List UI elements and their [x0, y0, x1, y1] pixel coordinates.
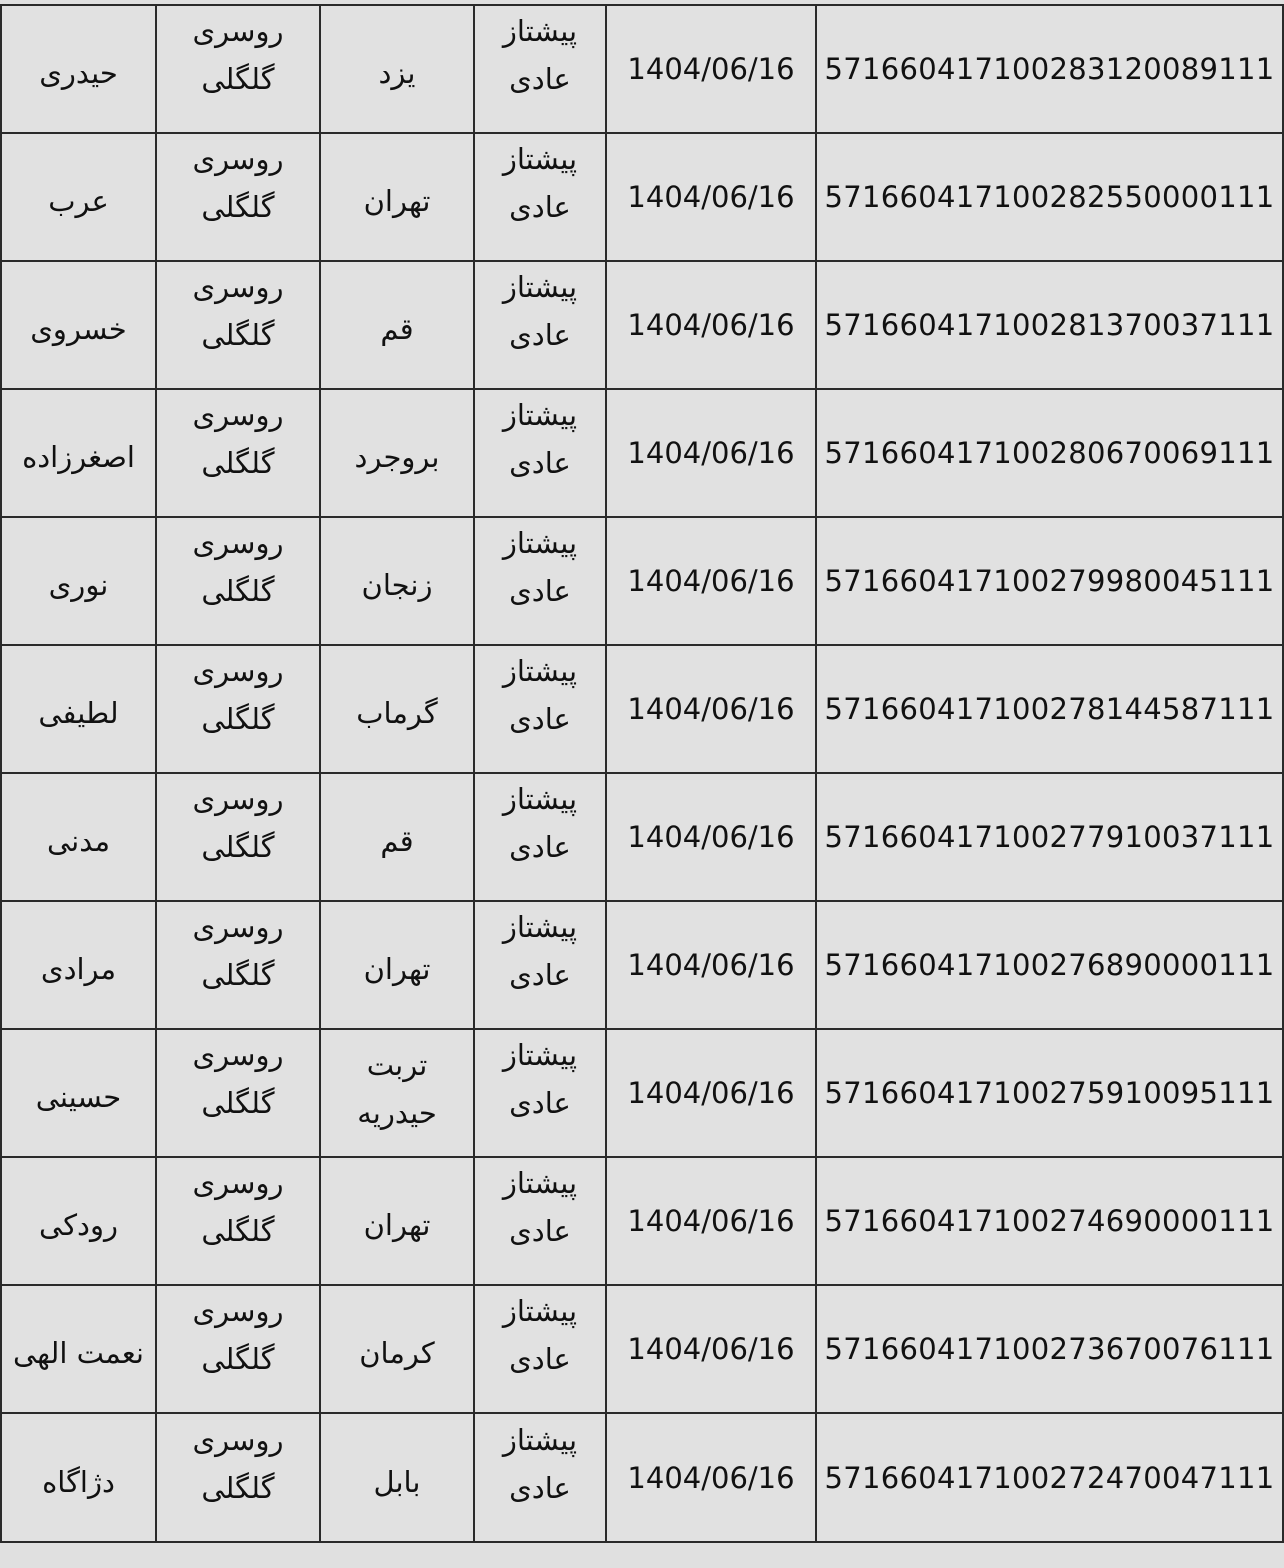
tracking-number-cell: 571660417100273670076111: [816, 1285, 1283, 1413]
service-cell: [474, 261, 606, 389]
city-name: کرمان: [359, 1336, 435, 1370]
city-cell: [320, 773, 474, 901]
city-name: گرماب: [356, 696, 438, 730]
service-line: پیشتاز: [502, 654, 578, 688]
tracking-number-cell: 571660417100272470047111: [816, 1413, 1283, 1542]
city-cell: [320, 5, 474, 133]
date-cell: 1404/06/16: [606, 5, 816, 133]
tracking-number-cell: 571660417100278144587111: [816, 645, 1283, 773]
table-row: [1, 1157, 1283, 1285]
tracking-number-cell: 571660417100280670069111: [816, 389, 1283, 517]
product-line: گلگلی: [201, 830, 275, 864]
product-cell: [156, 1285, 320, 1413]
service-cell: [474, 901, 606, 1029]
product-line: گلگلی: [201, 190, 275, 224]
date-cell: 1404/06/16: [606, 1413, 816, 1542]
service-line: عادی: [509, 318, 571, 352]
city-cell: [320, 389, 474, 517]
recipient-name-cell: [1, 1413, 156, 1542]
product-cell: [156, 517, 320, 645]
product-line: روسری: [192, 526, 284, 560]
product-line: گلگلی: [201, 702, 275, 736]
recipient-name-cell: [1, 901, 156, 1029]
service-cell: [474, 1029, 606, 1157]
product-line: روسری: [192, 1422, 284, 1457]
service-line: پیشتاز: [502, 782, 578, 816]
product-line: روسری: [192, 270, 284, 304]
city-name: قم: [380, 312, 414, 346]
product-cell: [156, 773, 320, 901]
city-cell: [320, 261, 474, 389]
product-cell: [156, 133, 320, 261]
service-line: عادی: [509, 1342, 571, 1376]
product-line: روسری: [192, 654, 284, 688]
product-line: گلگلی: [201, 1086, 275, 1120]
recipient-name-cell: [1, 1157, 156, 1285]
recipient-name: دژاگاه: [42, 1464, 115, 1499]
date-cell: 1404/06/16: [606, 261, 816, 389]
service-line: پیشتاز: [502, 142, 578, 176]
city-cell: [320, 517, 474, 645]
service-cell: [474, 773, 606, 901]
tracking-number-cell: 571660417100276890000111: [816, 901, 1283, 1029]
service-cell: [474, 1285, 606, 1413]
product-line: گلگلی: [201, 1214, 275, 1248]
product-line: روسری: [192, 782, 284, 816]
tracking-number-cell: 571660417100277910037111: [816, 773, 1283, 901]
table-row: [1, 389, 1283, 517]
product-line: گلگلی: [201, 62, 275, 96]
table-row: [1, 261, 1283, 389]
product-cell: [156, 645, 320, 773]
tracking-number-cell: 571660417100282550000111: [816, 133, 1283, 261]
city-line: حیدریه: [357, 1096, 437, 1130]
product-line: گلگلی: [201, 446, 275, 480]
date-cell: 1404/06/16: [606, 1029, 816, 1157]
recipient-name: اصغرزاده: [22, 440, 135, 474]
city-name: تهران: [363, 952, 431, 986]
date-cell: 1404/06/16: [606, 1157, 816, 1285]
recipient-name-cell: [1, 5, 156, 133]
service-cell: [474, 645, 606, 773]
product-cell: [156, 389, 320, 517]
service-line: عادی: [509, 62, 571, 96]
service-line: عادی: [509, 446, 571, 480]
service-line: عادی: [509, 830, 571, 864]
service-line: عادی: [509, 190, 571, 224]
product-cell: [156, 1413, 320, 1542]
product-line: گلگلی: [201, 1342, 275, 1376]
product-line: روسری: [192, 910, 284, 944]
product-line: گلگلی: [201, 958, 275, 992]
recipient-name: حسینی: [35, 1080, 122, 1114]
recipient-name: رودکی: [39, 1208, 118, 1242]
date-cell: 1404/06/16: [606, 517, 816, 645]
date-cell: 1404/06/16: [606, 1285, 816, 1413]
tracking-number-cell: 571660417100275910095111: [816, 1029, 1283, 1157]
table-row: [1, 517, 1283, 645]
table-row: [1, 773, 1283, 901]
city-name: تهران: [363, 184, 431, 218]
service-line: عادی: [509, 702, 571, 736]
recipient-name: لطیفی: [38, 696, 119, 730]
service-line: عادی: [509, 958, 571, 992]
service-line: پیشتاز: [502, 398, 578, 432]
table-row: [1, 645, 1283, 773]
product-line: روسری: [192, 142, 284, 176]
service-line: عادی: [509, 1086, 571, 1120]
recipient-name-cell: [1, 261, 156, 389]
service-line: عادی: [509, 1470, 571, 1505]
city-name: بروجرد: [354, 440, 440, 474]
tracking-number-cell: 571660417100283120089111: [816, 5, 1283, 133]
recipient-name-cell: [1, 1285, 156, 1413]
date-cell: 1404/06/16: [606, 133, 816, 261]
city-name: تهران: [363, 1208, 431, 1242]
product-line: گلگلی: [201, 1470, 275, 1505]
product-line: روسری: [192, 14, 284, 48]
recipient-name: نعمت الهی: [13, 1336, 144, 1370]
product-line: روسری: [192, 1166, 284, 1200]
date-cell: 1404/06/16: [606, 645, 816, 773]
city-cell: [320, 645, 474, 773]
city-name: زنجان: [361, 568, 433, 602]
product-cell: [156, 261, 320, 389]
service-line: پیشتاز: [502, 1422, 578, 1457]
product-cell: [156, 1157, 320, 1285]
service-line: عادی: [509, 574, 571, 608]
table-row: [1, 901, 1283, 1029]
table-row: [1, 1413, 1283, 1542]
recipient-name: مرادی: [40, 952, 117, 986]
product-cell: [156, 901, 320, 1029]
table-body: [1, 5, 1283, 1542]
product-cell: [156, 5, 320, 133]
tracking-number-cell: 571660417100279980045111: [816, 517, 1283, 645]
city-cell: [320, 133, 474, 261]
recipient-name: نوری: [48, 568, 109, 602]
city-cell: [320, 901, 474, 1029]
date-cell: 1404/06/16: [606, 773, 816, 901]
city-cell: [320, 1029, 474, 1157]
table-row: [1, 1285, 1283, 1413]
city-name: [321, 1041, 473, 1137]
product-line: روسری: [192, 1038, 284, 1072]
city-name: بابل: [373, 1464, 421, 1499]
service-line: پیشتاز: [502, 1166, 578, 1200]
product-line: روسری: [192, 1294, 284, 1328]
service-line: پیشتاز: [502, 1294, 578, 1328]
table-row: [1, 1029, 1283, 1157]
recipient-name-cell: [1, 1029, 156, 1157]
recipient-name: حیدری: [39, 56, 118, 90]
service-cell: [474, 1413, 606, 1542]
service-cell: [474, 1157, 606, 1285]
service-line: پیشتاز: [502, 270, 578, 304]
recipient-name: مدنی: [47, 824, 110, 858]
service-line: پیشتاز: [502, 14, 578, 48]
tracking-number-cell: 571660417100281370037111: [816, 261, 1283, 389]
service-cell: [474, 5, 606, 133]
city-name: قم: [380, 824, 414, 858]
table-row: [1, 5, 1283, 133]
product-line: گلگلی: [201, 574, 275, 608]
shipments-table: [0, 4, 1284, 1543]
recipient-name-cell: [1, 773, 156, 901]
service-line: پیشتاز: [502, 1038, 578, 1072]
product-line: روسری: [192, 398, 284, 432]
service-cell: [474, 133, 606, 261]
city-line: تربت: [366, 1048, 428, 1082]
recipient-name-cell: [1, 389, 156, 517]
service-line: پیشتاز: [502, 910, 578, 944]
date-cell: 1404/06/16: [606, 389, 816, 517]
service-line: عادی: [509, 1214, 571, 1248]
date-cell: 1404/06/16: [606, 901, 816, 1029]
recipient-name-cell: [1, 517, 156, 645]
service-cell: [474, 517, 606, 645]
product-cell: [156, 1029, 320, 1157]
service-line: پیشتاز: [502, 526, 578, 560]
table-row: [1, 133, 1283, 261]
recipient-name-cell: [1, 133, 156, 261]
city-name: یزد: [378, 56, 416, 90]
tracking-number-cell: 571660417100274690000111: [816, 1157, 1283, 1285]
product-line: گلگلی: [201, 318, 275, 352]
recipient-name-cell: [1, 645, 156, 773]
recipient-name: عرب: [48, 184, 109, 218]
city-cell: [320, 1413, 474, 1542]
service-cell: [474, 389, 606, 517]
city-cell: [320, 1285, 474, 1413]
city-cell: [320, 1157, 474, 1285]
recipient-name: خسروی: [30, 312, 127, 346]
